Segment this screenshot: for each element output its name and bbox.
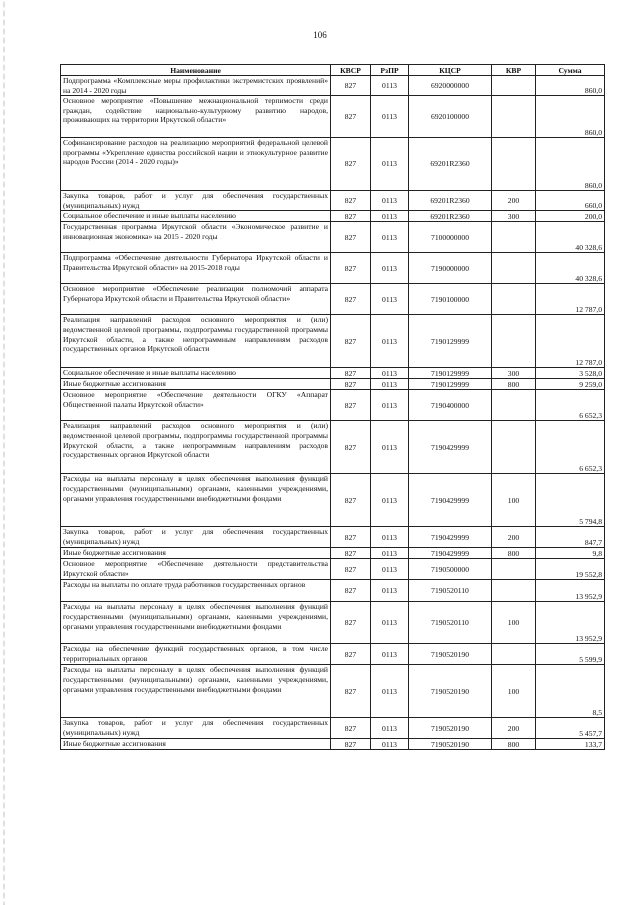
cell-kvr (492, 222, 536, 253)
cell-kvsr: 827 (331, 548, 371, 559)
cell-rzpr: 0113 (371, 379, 409, 390)
header-kvr: КВР (492, 65, 536, 76)
cell-kvr (492, 390, 536, 421)
cell-rzpr: 0113 (371, 644, 409, 665)
cell-sum: 6 652,3 (536, 421, 605, 474)
cell-kvr (492, 138, 536, 191)
cell-name: Расходы на выплаты персоналу в целях обеспечения выполнения функций государственными (муниципальными) органами, казенными учреждениями, органами управления государственными внебюджетными фондами (61, 665, 331, 718)
cell-kvr: 100 (492, 602, 536, 644)
cell-rzpr: 0113 (371, 580, 409, 602)
cell-kcsr: 6920000000 (409, 76, 492, 96)
cell-kcsr: 7190520110 (409, 580, 492, 602)
cell-kcsr: 6920100000 (409, 96, 492, 138)
cell-kvsr: 827 (331, 222, 371, 253)
cell-kvr: 100 (492, 665, 536, 718)
cell-kcsr: 7190429999 (409, 421, 492, 474)
cell-rzpr: 0113 (371, 602, 409, 644)
cell-kcsr: 7190429999 (409, 527, 492, 548)
cell-kcsr: 7190129999 (409, 379, 492, 390)
cell-kvr (492, 284, 536, 315)
cell-kcsr: 7100000000 (409, 222, 492, 253)
cell-kvr: 100 (492, 474, 536, 527)
cell-kvr (492, 580, 536, 602)
cell-sum: 3 528,0 (536, 368, 605, 379)
cell-kvr (492, 559, 536, 580)
cell-kvsr: 827 (331, 390, 371, 421)
cell-kcsr: 7190520190 (409, 739, 492, 750)
cell-name: Закупка товаров, работ и услуг для обеспечения государственных (муниципальных) нужд (61, 527, 331, 548)
cell-sum: 9 259,0 (536, 379, 605, 390)
cell-sum: 847,7 (536, 527, 605, 548)
cell-kvr: 800 (492, 739, 536, 750)
cell-kcsr: 7190520190 (409, 665, 492, 718)
cell-name: Социальное обеспечение и иные выплаты населению (61, 368, 331, 379)
table-row (61, 191, 605, 211)
cell-name: Иные бюджетные ассигнования (61, 379, 331, 390)
table-row (61, 718, 605, 739)
cell-name: Основное мероприятие «Обеспечение деятельности ОГКУ «Аппарат Общественной палаты Иркутской области» (61, 390, 331, 421)
cell-kvsr: 827 (331, 76, 371, 96)
cell-sum: 200,0 (536, 211, 605, 222)
table-row (61, 527, 605, 548)
cell-kvsr: 827 (331, 580, 371, 602)
cell-kvsr: 827 (331, 379, 371, 390)
cell-rzpr: 0113 (371, 315, 409, 368)
cell-rzpr: 0113 (371, 253, 409, 284)
header-sum: Сумма (536, 65, 605, 76)
cell-kcsr: 69201R2360 (409, 191, 492, 211)
cell-kvsr: 827 (331, 527, 371, 548)
cell-rzpr: 0113 (371, 390, 409, 421)
cell-kvsr: 827 (331, 284, 371, 315)
cell-sum: 6 652,3 (536, 390, 605, 421)
cell-rzpr: 0113 (371, 76, 409, 96)
cell-kcsr: 7190129999 (409, 315, 492, 368)
table-row (61, 739, 605, 750)
cell-sum: 860,0 (536, 76, 605, 96)
cell-rzpr: 0113 (371, 718, 409, 739)
header-kvsr: КВСР (331, 65, 371, 76)
cell-sum: 5 794,8 (536, 474, 605, 527)
cell-kvr: 200 (492, 527, 536, 548)
cell-kcsr: 7190520190 (409, 644, 492, 665)
cell-name: Расходы на выплаты персоналу в целях обеспечения выполнения функций государственными (муниципальными) органами, казенными учреждениями, органами управления государственными внебюджетными фондами (61, 602, 331, 644)
cell-name: Основное мероприятие «Повышение межнациональной терпимости среди граждан, содействие национально-культурному развитию народов, проживающих на территории Иркутской области» (61, 96, 331, 138)
table-row (61, 580, 605, 602)
table-row (61, 315, 605, 368)
cell-name: Государственная программа Иркутской области «Экономическое развитие и инновационная экономика» на 2015 - 2020 годы (61, 222, 331, 253)
cell-kcsr: 7190129999 (409, 368, 492, 379)
cell-rzpr: 0113 (371, 211, 409, 222)
cell-rzpr: 0113 (371, 559, 409, 580)
table-header-row (61, 65, 605, 76)
cell-name: Расходы на выплаты персоналу в целях обеспечения выполнения функций государственными (муниципальными) органами, казенными учреждениями, органами управления государственными внебюджетными фондами (61, 474, 331, 527)
cell-sum: 660,0 (536, 191, 605, 211)
cell-name: Реализация направлений расходов основного мероприятия и (или) ведомственной целевой программы, подпрограммы государственной программы Иркутской области, а также непрограммным направлениям расходов государственных органов Иркутской области (61, 421, 331, 474)
cell-kvr: 200 (492, 191, 536, 211)
cell-name: Основное мероприятие «Обеспечение деятельности представительства Иркутской области» (61, 559, 331, 580)
cell-sum: 5 599,9 (536, 644, 605, 665)
cell-name: Иные бюджетные ассигнования (61, 739, 331, 750)
cell-kvsr: 827 (331, 718, 371, 739)
cell-sum: 9,8 (536, 548, 605, 559)
cell-kcsr: 7190520190 (409, 718, 492, 739)
cell-sum: 19 552,8 (536, 559, 605, 580)
table-row (61, 76, 605, 96)
cell-name: Софинансирование расходов на реализацию мероприятий федеральной целевой программы «Укрепление единства российской нации и этнокультурное развитие народов России (2014 - 2020 годы)» (61, 138, 331, 191)
cell-rzpr: 0113 (371, 222, 409, 253)
cell-name: Реализация направлений расходов основного мероприятия и (или) ведомственной целевой программы, подпрограммы государственной программы Иркутской области, а также непрограммным направлениям расходов государственных органов Иркутской области (61, 315, 331, 368)
header-kcsr: КЦСР (409, 65, 492, 76)
table-row (61, 602, 605, 644)
table-row (61, 559, 605, 580)
cell-kvsr: 827 (331, 138, 371, 191)
budget-table (60, 64, 605, 750)
cell-kcsr: 7190429999 (409, 474, 492, 527)
cell-sum: 5 457,7 (536, 718, 605, 739)
cell-name: Закупка товаров, работ и услуг для обеспечения государственных (муниципальных) нужд (61, 718, 331, 739)
cell-kvr (492, 76, 536, 96)
table-row (61, 644, 605, 665)
table-row (61, 665, 605, 718)
cell-kcsr: 7190429999 (409, 548, 492, 559)
cell-name: Подпрограмма «Обеспечение деятельности Губернатора Иркутской области и Правительства Иркутской области» на 2015-2018 годы (61, 253, 331, 284)
cell-sum: 40 328,6 (536, 253, 605, 284)
table-row (61, 222, 605, 253)
cell-kvsr: 827 (331, 474, 371, 527)
cell-kcsr: 69201R2360 (409, 138, 492, 191)
cell-kvsr: 827 (331, 368, 371, 379)
cell-kcsr: 7190520110 (409, 602, 492, 644)
cell-kvsr: 827 (331, 421, 371, 474)
cell-kvr: 300 (492, 368, 536, 379)
cell-kvsr: 827 (331, 665, 371, 718)
cell-kcsr: 7190400000 (409, 390, 492, 421)
cell-kvsr: 827 (331, 644, 371, 665)
cell-rzpr: 0113 (371, 96, 409, 138)
table-row (61, 211, 605, 222)
cell-sum: 860,0 (536, 96, 605, 138)
cell-kvsr: 827 (331, 253, 371, 284)
table-row (61, 379, 605, 390)
cell-kcsr: 69201R2360 (409, 211, 492, 222)
table-row (61, 474, 605, 527)
cell-kcsr: 7190500000 (409, 559, 492, 580)
cell-kvsr: 827 (331, 559, 371, 580)
cell-kvr (492, 644, 536, 665)
table-row (61, 548, 605, 559)
cell-rzpr: 0113 (371, 284, 409, 315)
cell-sum: 12 787,0 (536, 315, 605, 368)
cell-kvsr: 827 (331, 602, 371, 644)
cell-kvr: 200 (492, 718, 536, 739)
table-row (61, 421, 605, 474)
cell-name: Подпрограмма «Комплексные меры профилактики экстремистских проявлений» на 2014 - 2020 годы (61, 76, 331, 96)
table-row (61, 138, 605, 191)
cell-rzpr: 0113 (371, 138, 409, 191)
cell-kvr: 800 (492, 379, 536, 390)
cell-rzpr: 0113 (371, 191, 409, 211)
cell-sum: 13 952,9 (536, 580, 605, 602)
cell-sum: 860,0 (536, 138, 605, 191)
cell-kcsr: 7190100000 (409, 284, 492, 315)
cell-name: Иные бюджетные ассигнования (61, 548, 331, 559)
cell-name: Закупка товаров, работ и услуг для обеспечения государственных (муниципальных) нужд (61, 191, 331, 211)
cell-kvsr: 827 (331, 191, 371, 211)
cell-name: Основное мероприятие «Обеспечение реализации полномочий аппарата Губернатора Иркутской области и Правительства Иркутской области» (61, 284, 331, 315)
cell-kcsr: 7190000000 (409, 253, 492, 284)
header-name: Наименование (61, 65, 331, 76)
cell-rzpr: 0113 (371, 421, 409, 474)
table-row (61, 96, 605, 138)
page-number: 106 (313, 30, 327, 40)
scan-edge-marks (3, 0, 5, 905)
cell-kvr (492, 315, 536, 368)
header-rzpr: РзПР (371, 65, 409, 76)
cell-kvsr: 827 (331, 739, 371, 750)
table-row (61, 284, 605, 315)
cell-kvsr: 827 (331, 96, 371, 138)
cell-sum: 40 328,6 (536, 222, 605, 253)
cell-sum: 13 952,9 (536, 602, 605, 644)
cell-name: Расходы на обеспечение функций государственных органов, в том числе территориальных органов (61, 644, 331, 665)
table-row (61, 390, 605, 421)
cell-kvr (492, 96, 536, 138)
cell-rzpr: 0113 (371, 368, 409, 379)
cell-kvr (492, 421, 536, 474)
cell-sum: 8,5 (536, 665, 605, 718)
cell-name: Расходы на выплаты по оплате труда работников государственных органов (61, 580, 331, 602)
cell-kvsr: 827 (331, 211, 371, 222)
cell-kvsr: 827 (331, 315, 371, 368)
cell-name: Социальное обеспечение и иные выплаты населению (61, 211, 331, 222)
table-row (61, 253, 605, 284)
cell-kvr: 300 (492, 211, 536, 222)
cell-kvr: 800 (492, 548, 536, 559)
cell-kvr (492, 253, 536, 284)
cell-rzpr: 0113 (371, 739, 409, 750)
cell-rzpr: 0113 (371, 548, 409, 559)
cell-rzpr: 0113 (371, 665, 409, 718)
table-row (61, 368, 605, 379)
cell-rzpr: 0113 (371, 527, 409, 548)
cell-sum: 12 787,0 (536, 284, 605, 315)
cell-rzpr: 0113 (371, 474, 409, 527)
cell-sum: 133,7 (536, 739, 605, 750)
